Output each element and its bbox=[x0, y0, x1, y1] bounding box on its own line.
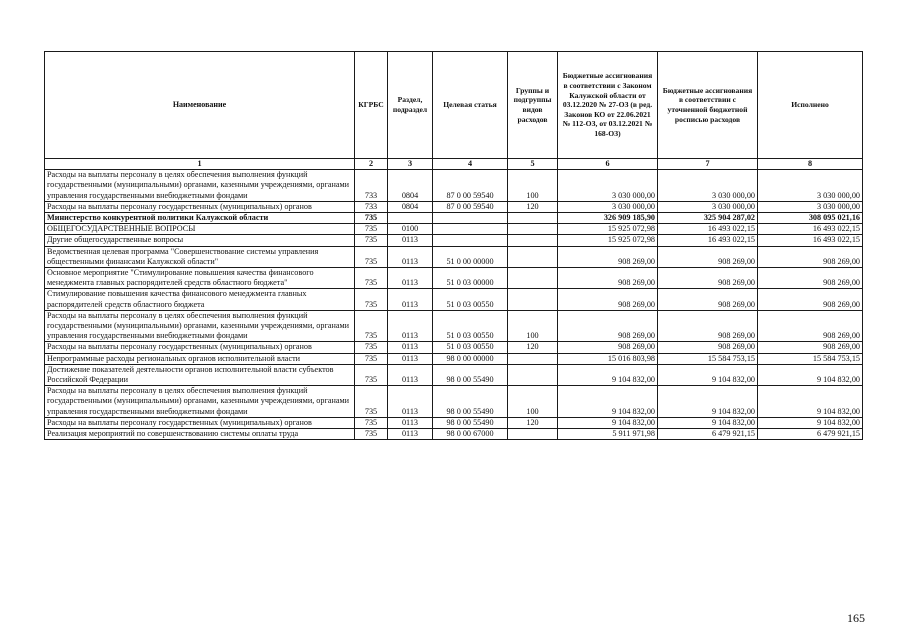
column-number: 7 bbox=[658, 159, 758, 170]
refined-allocation-amount: 908 269,00 bbox=[658, 268, 758, 289]
target-article-code: 87 0 00 59540 bbox=[433, 170, 508, 202]
refined-allocation-amount: 15 584 753,15 bbox=[658, 353, 758, 364]
section-code: 0113 bbox=[388, 417, 433, 428]
kgrbs-code: 735 bbox=[355, 417, 388, 428]
target-article-code bbox=[433, 213, 508, 224]
section-code: 0113 bbox=[388, 289, 433, 310]
column-number: 5 bbox=[508, 159, 558, 170]
expense-group-code bbox=[508, 429, 558, 440]
executed-amount: 9 104 832,00 bbox=[758, 417, 863, 428]
item-name: Другие общегосударственные вопросы bbox=[45, 235, 355, 246]
column-number: 3 bbox=[388, 159, 433, 170]
target-article-code: 51 0 03 00550 bbox=[433, 310, 508, 342]
executed-amount: 9 104 832,00 bbox=[758, 386, 863, 418]
expense-group-code: 120 bbox=[508, 201, 558, 212]
item-name: Ведомственная целевая программа "Совершенствование системы управления общественными финансами Калужской области" bbox=[45, 246, 355, 267]
refined-allocation-amount: 325 904 287,02 bbox=[658, 213, 758, 224]
expense-group-code bbox=[508, 213, 558, 224]
law-allocation-amount: 908 269,00 bbox=[558, 342, 658, 353]
target-article-code: 98 0 00 55490 bbox=[433, 417, 508, 428]
law-allocation-amount: 9 104 832,00 bbox=[558, 386, 658, 418]
header-law-allocations: Бюджетные ассигнования в соответствии с Законом Калужской области от 03.12.2020 № 27-ОЗ (в ред. Законов КО от 22.06.2021 № 112-ОЗ, от 03.12.2021 № 168-ОЗ) bbox=[558, 52, 658, 159]
kgrbs-code: 735 bbox=[355, 353, 388, 364]
refined-allocation-amount: 908 269,00 bbox=[658, 342, 758, 353]
header-target-article: Целевая статья bbox=[433, 52, 508, 159]
expense-group-code: 120 bbox=[508, 417, 558, 428]
section-code: 0113 bbox=[388, 429, 433, 440]
item-name: Расходы на выплаты персоналу в целях обеспечения выполнения функций государственными (муниципальными) органами, казенными учреждениями, органами управления государственными внебюджетными фондами bbox=[45, 170, 355, 202]
section-code bbox=[388, 213, 433, 224]
table-row bbox=[45, 268, 863, 289]
section-code: 0113 bbox=[388, 364, 433, 385]
law-allocation-amount: 908 269,00 bbox=[558, 268, 658, 289]
item-name: Расходы на выплаты персоналу в целях обеспечения выполнения функций государственными (муниципальными) органами, казенными учреждениями, органами управления государственными внебюджетными фондами bbox=[45, 310, 355, 342]
target-article-code: 98 0 00 67000 bbox=[433, 429, 508, 440]
law-allocation-amount: 5 911 971,98 bbox=[558, 429, 658, 440]
executed-amount: 16 493 022,15 bbox=[758, 224, 863, 235]
law-allocation-amount: 15 925 072,98 bbox=[558, 224, 658, 235]
header-name: Наименование bbox=[45, 52, 355, 159]
law-allocation-amount: 15 925 072,98 bbox=[558, 235, 658, 246]
kgrbs-code: 735 bbox=[355, 342, 388, 353]
section-code: 0113 bbox=[388, 235, 433, 246]
target-article-code: 51 0 03 00550 bbox=[433, 289, 508, 310]
item-name: Стимулирование повышения качества финансового менеджмента главных распорядителей средств областного бюджета bbox=[45, 289, 355, 310]
executed-amount: 6 479 921,15 bbox=[758, 429, 863, 440]
column-number: 8 bbox=[758, 159, 863, 170]
table-row bbox=[45, 353, 863, 364]
expense-group-code bbox=[508, 268, 558, 289]
kgrbs-code: 735 bbox=[355, 429, 388, 440]
item-name: Основное мероприятие "Стимулирование повышения качества финансового менеджмента главных распорядителей средств областного бюджета" bbox=[45, 268, 355, 289]
refined-allocation-amount: 6 479 921,15 bbox=[658, 429, 758, 440]
table-row bbox=[45, 224, 863, 235]
item-name: Достижение показателей деятельности органов исполнительной власти субъектов Российской Федерации bbox=[45, 364, 355, 385]
expense-group-code bbox=[508, 235, 558, 246]
table-row bbox=[45, 170, 863, 202]
section-code: 0113 bbox=[388, 342, 433, 353]
column-number: 1 bbox=[45, 159, 355, 170]
executed-amount: 9 104 832,00 bbox=[758, 364, 863, 385]
table-row bbox=[45, 246, 863, 267]
expense-group-code: 100 bbox=[508, 386, 558, 418]
kgrbs-code: 735 bbox=[355, 224, 388, 235]
target-article-code bbox=[433, 235, 508, 246]
table-row bbox=[45, 235, 863, 246]
law-allocation-amount: 15 016 803,98 bbox=[558, 353, 658, 364]
law-allocation-amount: 908 269,00 bbox=[558, 246, 658, 267]
expense-group-code bbox=[508, 353, 558, 364]
item-name: Непрограммные расходы региональных органов исполнительной власти bbox=[45, 353, 355, 364]
kgrbs-code: 735 bbox=[355, 235, 388, 246]
item-name: Расходы на выплаты персоналу государственных (муниципальных) органов bbox=[45, 417, 355, 428]
column-number: 2 bbox=[355, 159, 388, 170]
table-row bbox=[45, 342, 863, 353]
item-name: Министерство конкурентной политики Калужской области bbox=[45, 213, 355, 224]
section-code: 0804 bbox=[388, 170, 433, 202]
kgrbs-code: 735 bbox=[355, 310, 388, 342]
section-code: 0113 bbox=[388, 386, 433, 418]
executed-amount: 908 269,00 bbox=[758, 310, 863, 342]
law-allocation-amount: 326 909 185,90 bbox=[558, 213, 658, 224]
section-code: 0113 bbox=[388, 310, 433, 342]
expense-group-code bbox=[508, 246, 558, 267]
target-article-code: 98 0 00 55490 bbox=[433, 386, 508, 418]
refined-allocation-amount: 3 030 000,00 bbox=[658, 170, 758, 202]
law-allocation-amount: 9 104 832,00 bbox=[558, 364, 658, 385]
kgrbs-code: 735 bbox=[355, 364, 388, 385]
section-code: 0100 bbox=[388, 224, 433, 235]
executed-amount: 3 030 000,00 bbox=[758, 201, 863, 212]
kgrbs-code: 735 bbox=[355, 268, 388, 289]
executed-amount: 908 269,00 bbox=[758, 268, 863, 289]
table-row bbox=[45, 417, 863, 428]
refined-allocation-amount: 16 493 022,15 bbox=[658, 235, 758, 246]
item-name: Расходы на выплаты персоналу в целях обеспечения выполнения функций государственными (муниципальными) органами, казенными учреждениями, органами управления государственными внебюджетными фондами bbox=[45, 386, 355, 418]
table-row bbox=[45, 364, 863, 385]
header-section: Раздел, подраздел bbox=[388, 52, 433, 159]
law-allocation-amount: 3 030 000,00 bbox=[558, 170, 658, 202]
refined-allocation-amount: 9 104 832,00 bbox=[658, 364, 758, 385]
table-row bbox=[45, 386, 863, 418]
refined-allocation-amount: 16 493 022,15 bbox=[658, 224, 758, 235]
column-number: 4 bbox=[433, 159, 508, 170]
section-code: 0113 bbox=[388, 353, 433, 364]
item-name: Расходы на выплаты персоналу государственных (муниципальных) органов bbox=[45, 342, 355, 353]
target-article-code: 87 0 00 59540 bbox=[433, 201, 508, 212]
kgrbs-code: 733 bbox=[355, 170, 388, 202]
section-code: 0113 bbox=[388, 246, 433, 267]
executed-amount: 908 269,00 bbox=[758, 289, 863, 310]
kgrbs-code: 735 bbox=[355, 289, 388, 310]
expense-group-code bbox=[508, 289, 558, 310]
executed-amount: 16 493 022,15 bbox=[758, 235, 863, 246]
target-article-code: 98 0 00 55490 bbox=[433, 364, 508, 385]
table-row bbox=[45, 310, 863, 342]
column-number: 6 bbox=[558, 159, 658, 170]
refined-allocation-amount: 9 104 832,00 bbox=[658, 417, 758, 428]
table-body bbox=[45, 170, 863, 440]
section-code: 0804 bbox=[388, 201, 433, 212]
refined-allocation-amount: 908 269,00 bbox=[658, 289, 758, 310]
refined-allocation-amount: 908 269,00 bbox=[658, 310, 758, 342]
law-allocation-amount: 908 269,00 bbox=[558, 310, 658, 342]
table-header-row bbox=[45, 52, 863, 159]
target-article-code: 98 0 00 00000 bbox=[433, 353, 508, 364]
item-name: Расходы на выплаты персоналу государственных (муниципальных) органов bbox=[45, 201, 355, 212]
expense-group-code: 100 bbox=[508, 310, 558, 342]
kgrbs-code: 733 bbox=[355, 201, 388, 212]
expense-group-code bbox=[508, 224, 558, 235]
column-number-row bbox=[45, 159, 863, 170]
target-article-code: 51 0 00 00000 bbox=[433, 246, 508, 267]
law-allocation-amount: 908 269,00 bbox=[558, 289, 658, 310]
target-article-code: 51 0 03 00000 bbox=[433, 268, 508, 289]
item-name: Реализация мероприятий по совершенствованию системы оплаты труда bbox=[45, 429, 355, 440]
section-code: 0113 bbox=[388, 268, 433, 289]
header-refined-allocations: Бюджетные ассигнования в соответствии с уточненной бюджетной росписью расходов bbox=[658, 52, 758, 159]
kgrbs-code: 735 bbox=[355, 246, 388, 267]
kgrbs-code: 735 bbox=[355, 213, 388, 224]
law-allocation-amount: 9 104 832,00 bbox=[558, 417, 658, 428]
refined-allocation-amount: 3 030 000,00 bbox=[658, 201, 758, 212]
expense-group-code: 100 bbox=[508, 170, 558, 202]
executed-amount: 308 095 021,16 bbox=[758, 213, 863, 224]
executed-amount: 908 269,00 bbox=[758, 342, 863, 353]
target-article-code: 51 0 03 00550 bbox=[433, 342, 508, 353]
table-row bbox=[45, 213, 863, 224]
budget-execution-table bbox=[44, 51, 863, 440]
header-executed: Исполнено bbox=[758, 52, 863, 159]
header-kgrbs: КГРБС bbox=[355, 52, 388, 159]
executed-amount: 3 030 000,00 bbox=[758, 170, 863, 202]
header-expense-groups: Группы и подгруппы видов расходов bbox=[508, 52, 558, 159]
expense-group-code: 120 bbox=[508, 342, 558, 353]
law-allocation-amount: 3 030 000,00 bbox=[558, 201, 658, 212]
executed-amount: 908 269,00 bbox=[758, 246, 863, 267]
target-article-code bbox=[433, 224, 508, 235]
kgrbs-code: 735 bbox=[355, 386, 388, 418]
page-number: 165 bbox=[847, 611, 865, 625]
table-row bbox=[45, 429, 863, 440]
expense-group-code bbox=[508, 364, 558, 385]
refined-allocation-amount: 908 269,00 bbox=[658, 246, 758, 267]
executed-amount: 15 584 753,15 bbox=[758, 353, 863, 364]
item-name: ОБЩЕГОСУДАРСТВЕННЫЕ ВОПРОСЫ bbox=[45, 224, 355, 235]
table-row bbox=[45, 289, 863, 310]
refined-allocation-amount: 9 104 832,00 bbox=[658, 386, 758, 418]
table-row bbox=[45, 201, 863, 212]
